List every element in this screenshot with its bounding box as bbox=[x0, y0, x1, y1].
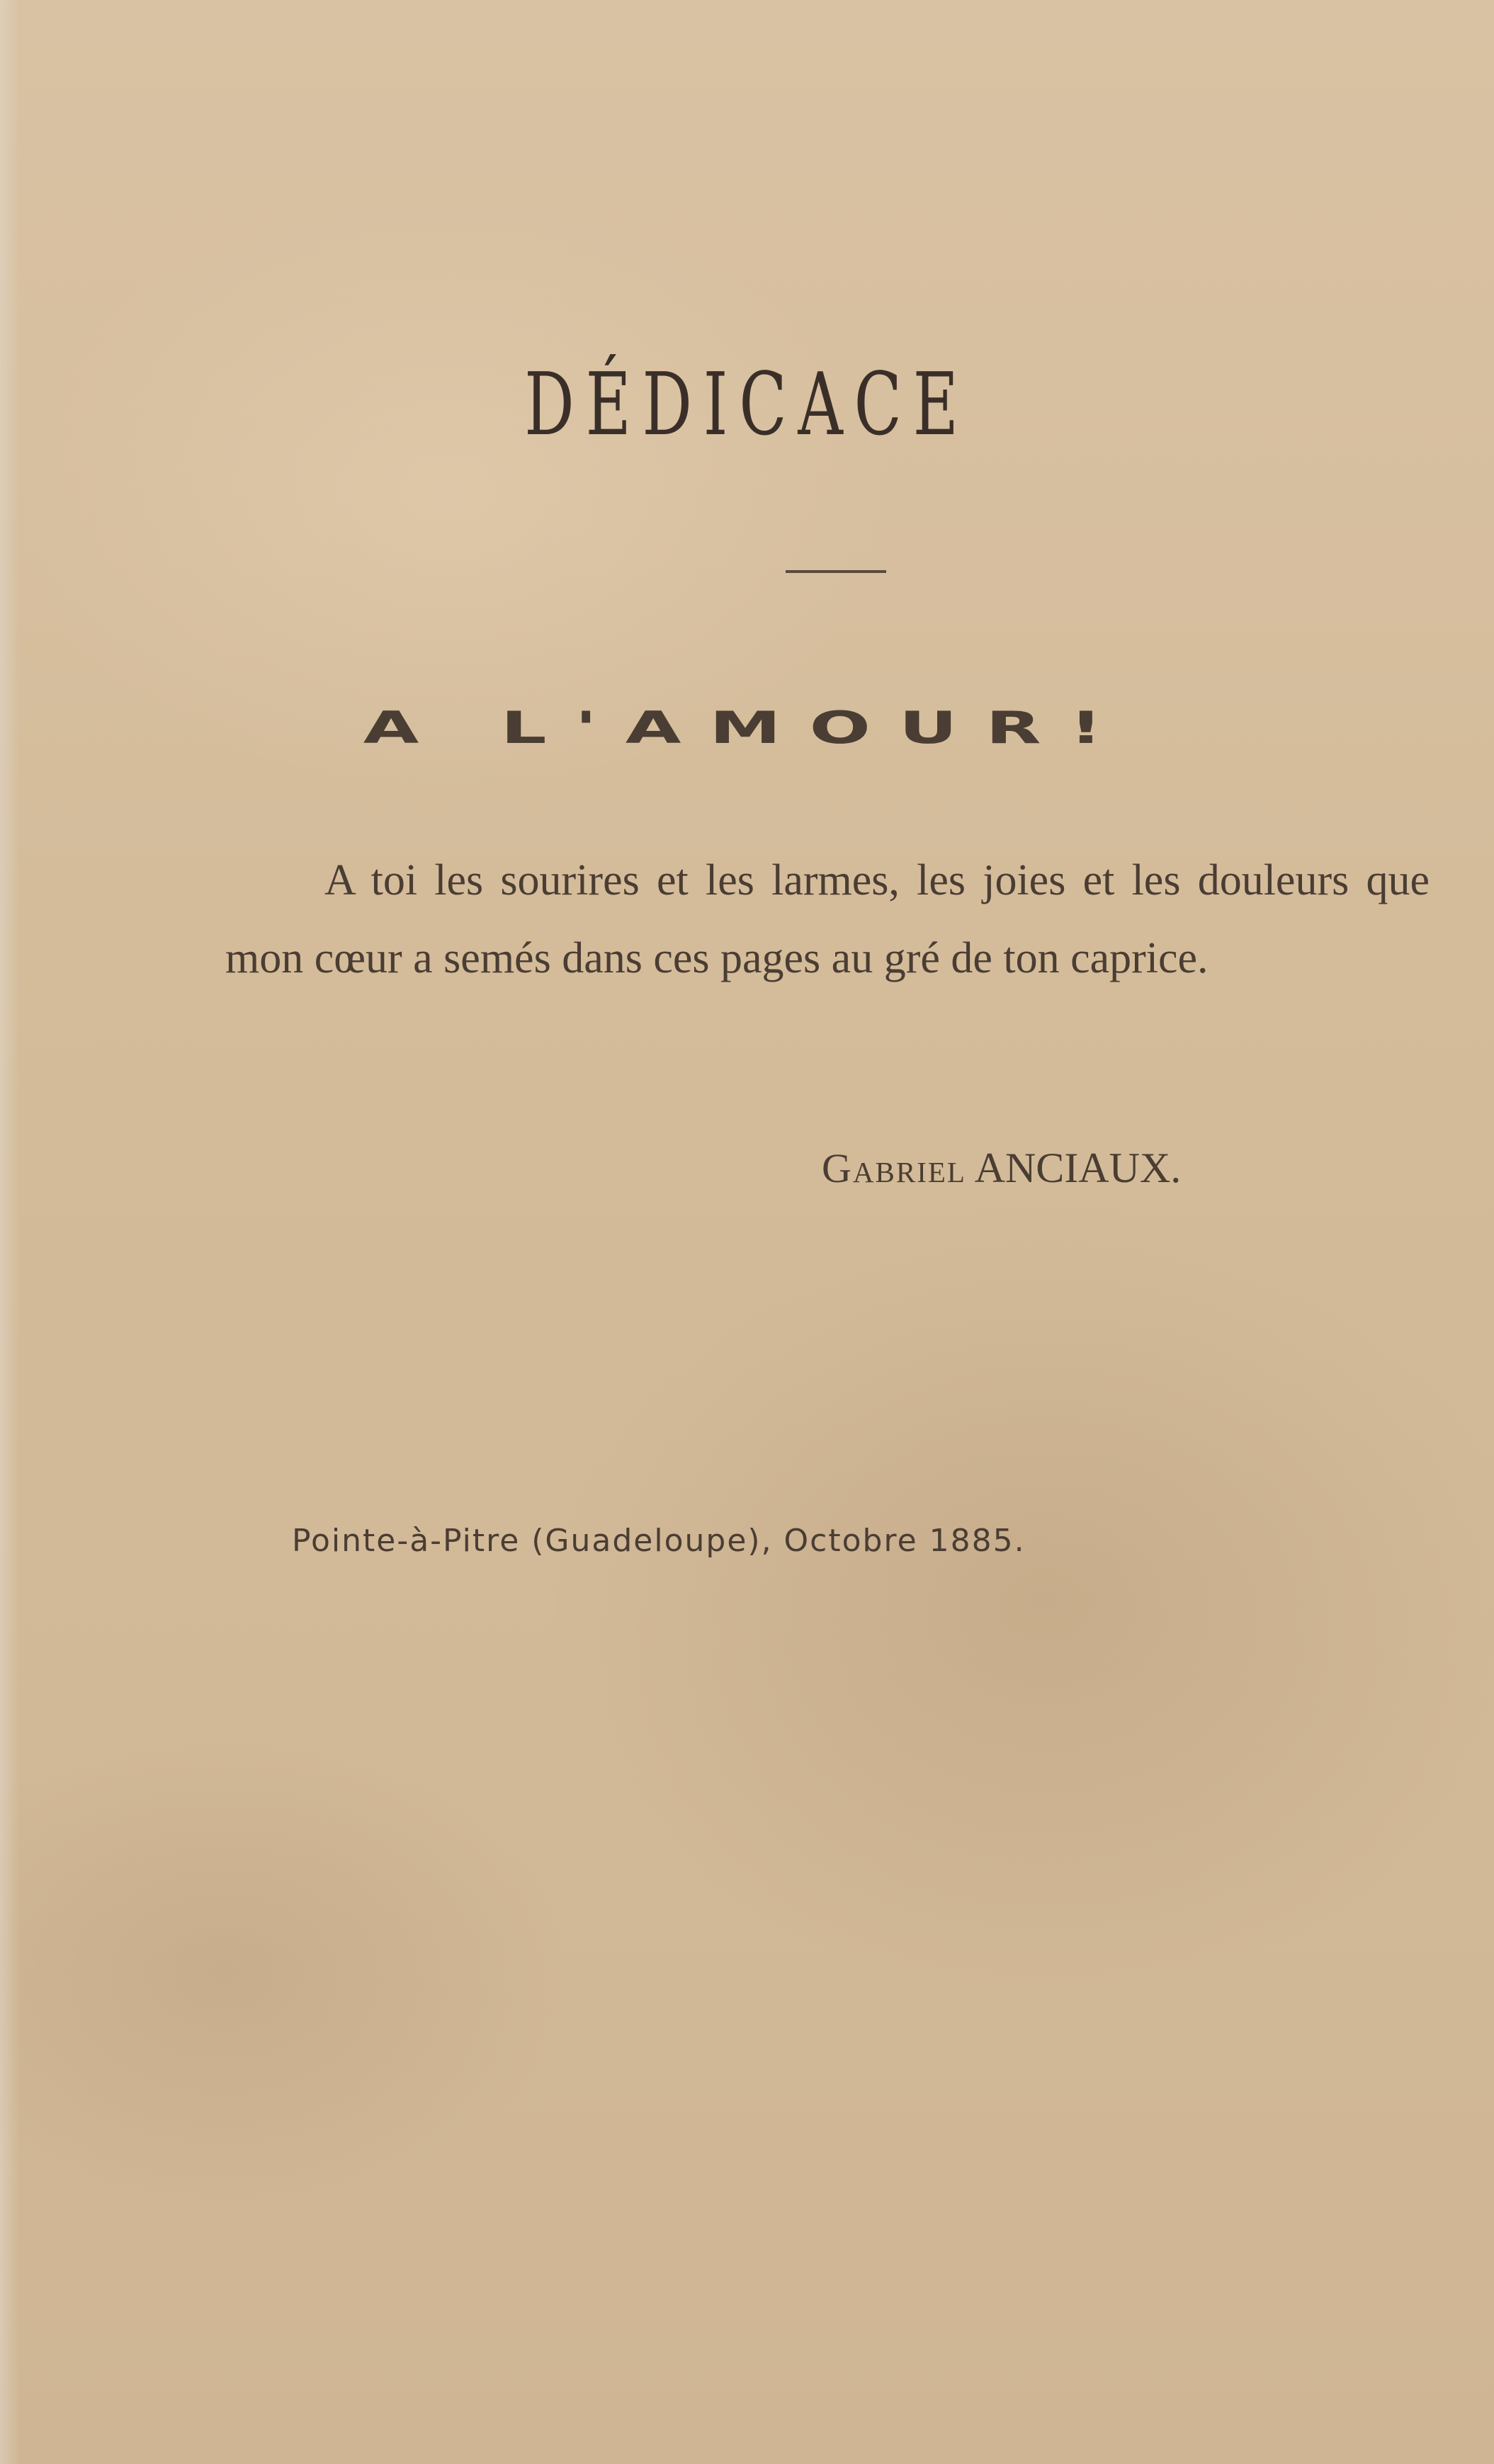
dedication-heading: A L'AMOUR! bbox=[363, 703, 1131, 754]
dedication-text: A toi les sourires et les larmes, les joies et les douleurs que mon cœur a semés dans ces pages au gré de ton caprice. bbox=[225, 856, 1430, 982]
author-last-name: ANCIAUX. bbox=[974, 1145, 1182, 1191]
title-rule bbox=[786, 570, 886, 573]
author-first-name: Gabriel bbox=[822, 1145, 966, 1191]
page-edge-shadow bbox=[0, 0, 20, 2464]
page-title: DÉDICACE bbox=[524, 354, 970, 455]
place-and-date: Pointe-à-Pitre (Guadeloupe), Octobre 1885. bbox=[292, 1523, 1026, 1559]
author-signature bbox=[822, 1144, 1181, 1193]
